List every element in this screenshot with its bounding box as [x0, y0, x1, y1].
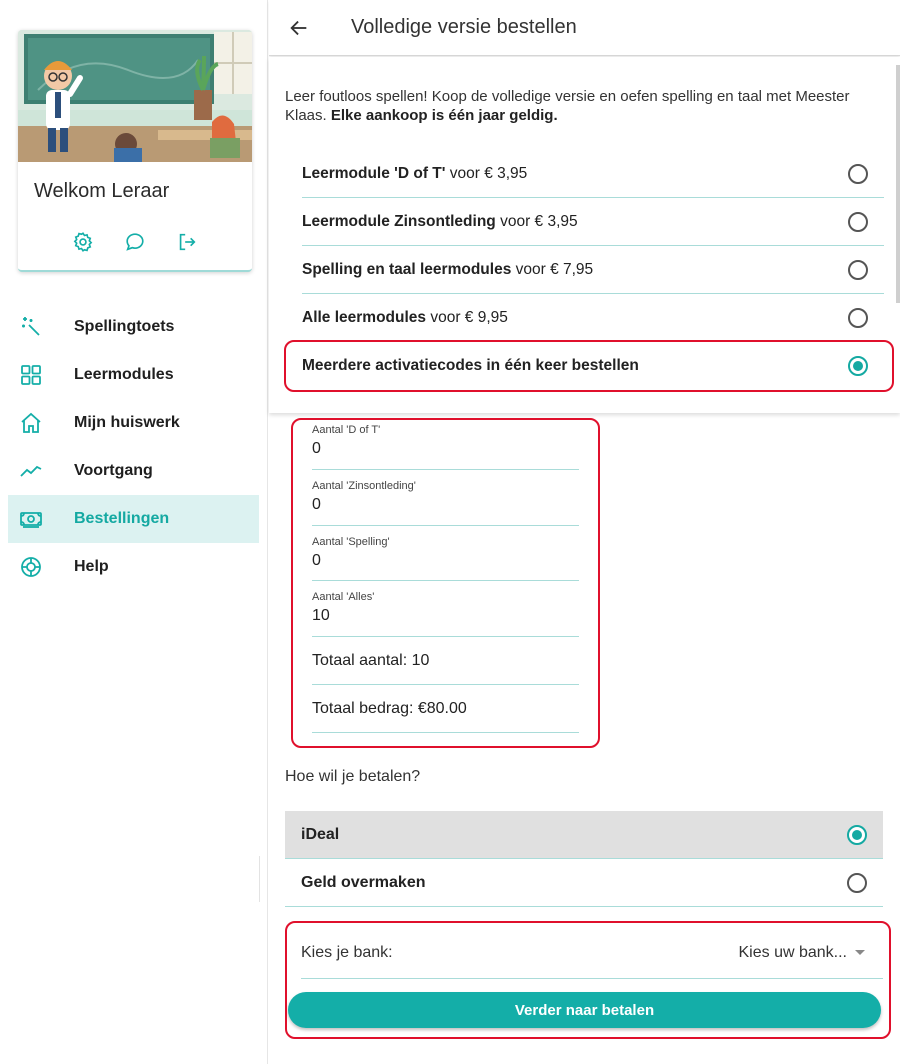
- payment-method-label: Geld overmaken: [301, 873, 426, 891]
- continue-to-payment-button[interactable]: Verder naar betalen: [288, 992, 881, 1028]
- grid-icon: [18, 362, 44, 388]
- field-label: Aantal 'Zinsontleding': [312, 480, 416, 492]
- gear-icon[interactable]: [71, 230, 95, 254]
- field-label: Aantal 'Alles': [312, 591, 375, 603]
- sidebar-item-bestellingen[interactable]: [8, 495, 259, 543]
- sidebar-item-label: Voortgang: [74, 462, 153, 479]
- option-price: voor € 3,95: [445, 164, 528, 182]
- qty-zinsontleding-field[interactable]: [312, 480, 579, 526]
- radio-d-of-t[interactable]: [848, 164, 868, 184]
- payment-ideal[interactable]: [285, 811, 883, 859]
- field-value: 10: [312, 607, 330, 624]
- option-alle-leermodules[interactable]: [302, 294, 884, 342]
- qty-d-of-t-field[interactable]: [312, 424, 579, 470]
- total-amount: Totaal bedrag: €80.00: [312, 685, 579, 733]
- product-card: [269, 57, 900, 413]
- option-name: Leermodule Zinsontleding: [302, 212, 496, 230]
- logout-icon[interactable]: [175, 230, 199, 254]
- sidebar-item-leermodules[interactable]: [8, 351, 259, 399]
- sidebar: [0, 0, 268, 1064]
- option-name: Leermodule 'D of T': [302, 164, 446, 182]
- sidebar-item-spellingtoets[interactable]: [8, 303, 259, 351]
- total-count: Totaal aantal: 10: [312, 637, 579, 685]
- profile-card: [18, 30, 252, 272]
- trend-icon: [18, 458, 44, 484]
- radio-overmaken[interactable]: [847, 873, 867, 893]
- profile-actions: [18, 230, 252, 254]
- page-title: Volledige versie bestellen: [351, 16, 577, 38]
- intro-text-regular: Leer foutloos spellen! Koop de volledige versie en oefen spelling en taal met Meester Klaas.: [285, 88, 850, 124]
- qty-spelling-field[interactable]: [312, 536, 579, 581]
- sidebar-item-label: Mijn huiswerk: [74, 414, 180, 431]
- radio-spelling-taal[interactable]: [848, 260, 868, 280]
- money-icon: [18, 506, 44, 532]
- option-name: Spelling en taal leermodules: [302, 260, 512, 278]
- option-meerdere-codes[interactable]: [302, 342, 884, 390]
- option-zinsontleding[interactable]: [302, 198, 884, 246]
- option-price: voor € 7,95: [511, 260, 594, 278]
- classroom-illustration: [18, 30, 252, 162]
- sidebar-item-mijn-huiswerk[interactable]: [8, 399, 259, 447]
- option-d-of-t[interactable]: [302, 150, 884, 198]
- sidebar-item-label: Spellingtoets: [74, 318, 175, 335]
- field-label: Aantal 'Spelling': [312, 536, 390, 548]
- bank-label: Kies je bank:: [301, 943, 393, 961]
- sidebar-divider: [259, 856, 260, 902]
- option-spelling-taal[interactable]: [302, 246, 884, 294]
- field-value: 0: [312, 496, 321, 513]
- magic-wand-icon: [18, 314, 44, 340]
- sidebar-item-voortgang[interactable]: [8, 447, 259, 495]
- sidebar-item-help[interactable]: [8, 543, 259, 591]
- field-value: 0: [312, 440, 321, 457]
- option-name: Meerdere activatiecodes in één keer bestellen: [302, 357, 639, 374]
- payment-method-label: iDeal: [301, 825, 340, 843]
- sidebar-item-label: Leermodules: [74, 366, 174, 383]
- field-value: 0: [312, 552, 321, 569]
- sidebar-item-label: Help: [74, 558, 109, 575]
- option-name: Alle leermodules: [302, 308, 427, 326]
- field-label: Aantal 'D of T': [312, 424, 381, 436]
- arrow-left-icon[interactable]: [287, 16, 311, 40]
- chevron-down-icon: [855, 950, 865, 955]
- payment-overmaken[interactable]: [285, 859, 883, 907]
- radio-meerdere-codes[interactable]: [848, 356, 868, 376]
- bank-select-row: [301, 927, 883, 979]
- radio-ideal[interactable]: [847, 825, 867, 845]
- intro-text: [285, 87, 855, 125]
- option-price: voor € 9,95: [426, 308, 508, 326]
- option-price: voor € 3,95: [495, 212, 578, 230]
- lifebuoy-icon: [18, 554, 44, 580]
- home-icon: [18, 410, 44, 436]
- welcome-text: Welkom Leraar: [34, 180, 170, 202]
- top-bar: [269, 0, 900, 56]
- radio-zinsontleding[interactable]: [848, 212, 868, 232]
- sidebar-nav: [8, 303, 259, 591]
- payment-question: Hoe wil je betalen?: [285, 768, 421, 785]
- radio-alle-leermodules[interactable]: [848, 308, 868, 328]
- bank-select-value: Kies uw bank...: [738, 943, 847, 961]
- chat-icon[interactable]: [123, 230, 147, 254]
- qty-alles-field[interactable]: [312, 591, 579, 637]
- sidebar-item-label: Bestellingen: [74, 510, 170, 527]
- bank-select[interactable]: [739, 944, 866, 962]
- intro-text-bold: Elke aankoop is één jaar geldig.: [330, 107, 558, 124]
- scrollbar[interactable]: [896, 65, 900, 303]
